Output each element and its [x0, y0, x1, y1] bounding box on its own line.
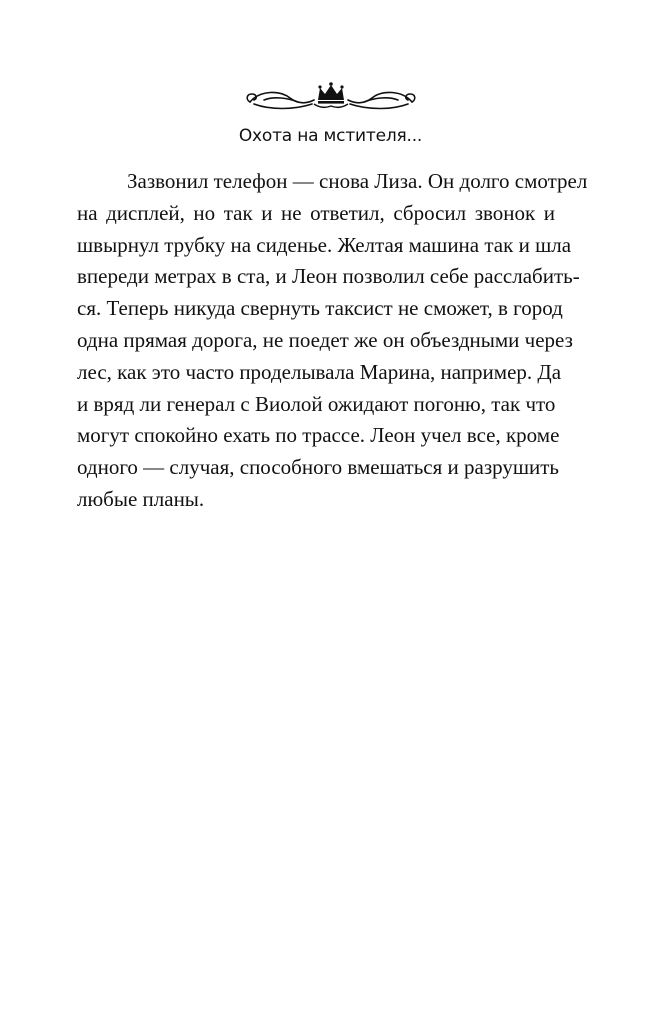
- crown-flourish-icon: [240, 80, 422, 114]
- text-line: ся. Теперь никуда свернуть таксист не сможет, в город: [77, 296, 563, 321]
- text-line: швырнул трубку на сиденье. Желтая машина так и шла: [77, 232, 572, 257]
- text-line: могут спокойно ехать по трассе. Леон учел все, кроме: [77, 423, 560, 448]
- text-line: Зазвонил телефон — снова Лиза. Он долго смотрел: [127, 169, 588, 193]
- text-line: одного — случая, способного вмешаться и разрушить: [77, 455, 560, 480]
- text-line: на дисплей, но так и не ответил, сбросил звонок и: [77, 200, 555, 225]
- text-line: лес, как это часто проделывала Марина, например. Да: [77, 359, 562, 384]
- text-line: и вряд ли генерал с Виолой ожидают погоню, так что: [77, 391, 556, 416]
- text-line: одна прямая дорога, не поедет же он объездными через: [77, 327, 573, 352]
- text-line: любые планы.: [77, 486, 205, 511]
- running-title: Охота на мстителя...: [238, 126, 423, 146]
- body-text: [77, 166, 588, 516]
- text-line: впереди метрах в ста, и Леон позволил себе расслабить-: [77, 264, 580, 289]
